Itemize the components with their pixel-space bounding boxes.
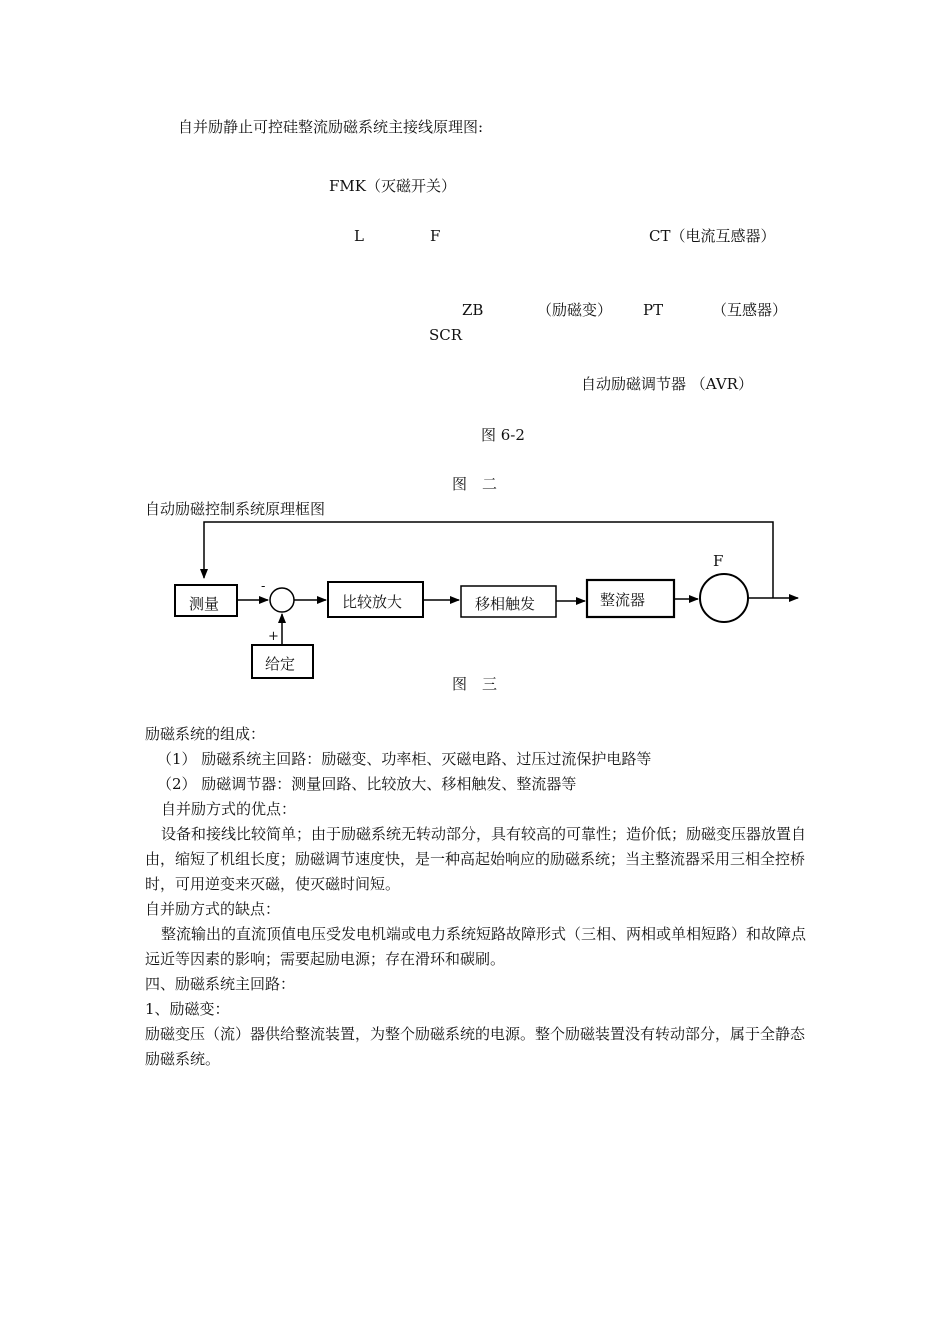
phase-block xyxy=(461,586,556,617)
diagram2-title: 自动励磁控制系统原理框图 xyxy=(145,500,326,518)
rectifier-block xyxy=(587,580,674,617)
disadvantages-text: 整流输出的直流顶值电压受发电机端或电力系统短路故障形式（三相、两相或单相短路）和故障点远近等因素的影响；需要起励电源；存在滑环和碳刷。 xyxy=(145,925,807,968)
subsection-1-text: 励磁变压（流）器供给整流装置，为整个励磁系统的电源。整个励磁装置没有转动部分，属于全静态励磁系统。 xyxy=(145,1025,806,1068)
composition-item-2: （2） 励磁调节器：测量回路、比较放大、移相触发、整流器等 xyxy=(157,775,577,793)
measure-label: 测量 xyxy=(189,595,220,613)
generator-label: F xyxy=(713,552,724,570)
phase-label: 移相触发 xyxy=(475,595,536,613)
compare-block xyxy=(328,582,423,617)
pt-label: PT xyxy=(643,301,664,319)
disadvantages-title: 自并励方式的缺点： xyxy=(145,900,281,918)
generator-circle xyxy=(700,574,748,622)
zb-desc-label: （励磁变） xyxy=(537,301,613,319)
plus-sign: + xyxy=(268,629,279,644)
avr-label: 自动励磁调节器 （AVR） xyxy=(581,375,753,393)
zb-label: ZB xyxy=(462,301,484,319)
setpoint-block xyxy=(252,645,313,678)
rectifier-label: 整流器 xyxy=(600,591,646,609)
measure-block xyxy=(175,585,237,616)
f-label: F xyxy=(430,227,441,245)
figure-2-caption: 图 二 xyxy=(452,475,498,493)
figure-3-caption: 图 三 xyxy=(452,675,498,693)
scr-label: SCR xyxy=(429,326,463,344)
summing-junction xyxy=(270,588,294,612)
minus-sign: - xyxy=(261,579,266,594)
body-text xyxy=(145,722,810,1072)
composition-title: 励磁系统的组成： xyxy=(145,725,266,743)
subsection-1-heading: 1、励磁变： xyxy=(145,1000,230,1018)
compare-label: 比较放大 xyxy=(342,593,403,611)
diagram1-heading: 自并励静止可控硅整流励磁系统主接线原理图: xyxy=(178,118,484,136)
l-label: L xyxy=(354,227,364,245)
ct-label: CT（电流互感器） xyxy=(649,227,776,245)
advantages-text: 设备和接线比较简单；由于励磁系统无转动部分，具有较高的可靠性；造价低；励磁变压器放置自由，缩短了机组长度；励磁调节速度快，是一种高起始响应的励磁系统；当主整流器采用三相全控桥时，可用逆变来灭磁，使灭磁时间短。 xyxy=(145,825,807,893)
composition-item-1: （1） 励磁系统主回路：励磁变、功率柜、灭磁电路、过压过流保护电路等 xyxy=(157,750,652,768)
advantages-title: 自并励方式的优点： xyxy=(161,800,297,818)
feedback-line xyxy=(204,522,773,598)
section-4-heading: 四、励磁系统主回路： xyxy=(145,975,296,993)
fmk-label: FMK（灭磁开关） xyxy=(329,177,456,195)
setpoint-label: 给定 xyxy=(265,655,296,673)
figure-number: 图 6-2 xyxy=(481,426,525,444)
pt-desc-label: （互感器） xyxy=(712,301,788,319)
